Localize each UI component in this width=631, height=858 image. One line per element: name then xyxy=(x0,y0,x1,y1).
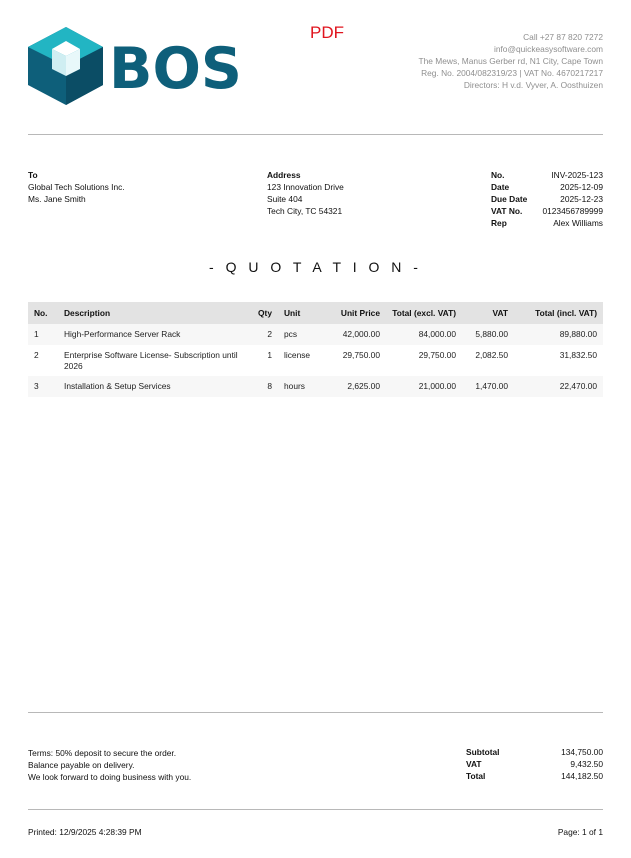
cell-no: 2 xyxy=(34,350,39,360)
cell-vat: 2,082.50 xyxy=(475,350,508,360)
table-header-row xyxy=(28,302,603,324)
cell-qty: 8 xyxy=(250,376,278,397)
totals-label: Total xyxy=(466,771,486,781)
cell-no: 1 xyxy=(28,324,58,345)
address-block xyxy=(267,169,344,217)
meta-label: No. xyxy=(491,170,505,180)
totals-value: 134,750.00 xyxy=(561,747,603,757)
page-number: Page: 1 of 1 xyxy=(557,827,603,837)
table-row xyxy=(28,376,603,397)
meta-value: 2025-12-09 xyxy=(560,182,603,192)
cell-total-excl: 29,750.00 xyxy=(418,350,456,360)
cell-no: 3 xyxy=(28,376,58,397)
col-vat: VAT xyxy=(462,302,514,324)
company-details xyxy=(419,31,603,91)
col-unit-price: Unit Price xyxy=(324,302,386,324)
terms-line: Terms: 50% deposit to secure the order. xyxy=(28,748,177,758)
table-row xyxy=(28,324,603,345)
cell-unit: hours xyxy=(278,376,324,397)
cell-unit-price: 29,750.00 xyxy=(342,350,380,360)
address-line-3: Tech City, TC 54321 xyxy=(267,206,343,216)
line-items-table xyxy=(28,302,603,397)
cell-total-incl: 31,832.50 xyxy=(559,350,597,360)
totals-row-subtotal xyxy=(466,746,603,758)
meta-row-date xyxy=(491,181,603,193)
totals-row-total xyxy=(466,770,603,782)
company-registration: Reg. No. 2004/082319/23 | VAT No. 4670217217 xyxy=(421,68,603,79)
meta-label: Rep xyxy=(491,218,507,228)
meta-label: VAT No. xyxy=(491,206,523,216)
recipient-heading: To xyxy=(28,170,38,180)
company-directors: Directors: H v.d. Vyver, A. Oosthuizen xyxy=(463,80,603,91)
totals-label: VAT xyxy=(466,759,482,769)
col-total-incl: Total (incl. VAT) xyxy=(514,302,603,324)
meta-row-rep xyxy=(491,217,603,229)
logo-cube-icon xyxy=(27,26,242,106)
meta-row-vat-no xyxy=(491,205,603,217)
address-line-1: 123 Innovation Drive xyxy=(267,182,344,192)
totals-label: Subtotal xyxy=(466,747,500,757)
logo-wordmark: BOS xyxy=(109,36,242,102)
company-phone: Call +27 87 820 7272 xyxy=(523,32,603,42)
table-row xyxy=(28,345,603,376)
meta-value: INV-2025-123 xyxy=(551,170,603,180)
cell-description: Enterprise Software License- Subscription until 2026 xyxy=(64,350,238,371)
meta-label: Due Date xyxy=(491,194,528,204)
address-line-2: Suite 404 xyxy=(267,194,303,204)
cell-description: High-Performance Server Rack xyxy=(58,324,250,345)
cell-unit-price: 2,625.00 xyxy=(324,376,386,397)
cell-vat: 5,880.00 xyxy=(462,324,514,345)
meta-value: Alex Williams xyxy=(553,218,603,228)
cell-unit: license xyxy=(284,350,311,360)
meta-value: 0123456789999 xyxy=(542,206,603,216)
totals-row-vat xyxy=(466,758,603,770)
company-email: info@quickeasysoftware.com xyxy=(493,44,603,55)
meta-row-due-date xyxy=(491,193,603,205)
address-heading: Address xyxy=(267,170,301,180)
cell-description: Installation & Setup Services xyxy=(58,376,250,397)
recipient-company: Global Tech Solutions Inc. xyxy=(28,182,125,192)
recipient-block xyxy=(28,169,125,205)
cell-unit: pcs xyxy=(278,324,324,345)
cell-total-excl: 21,000.00 xyxy=(386,376,462,397)
cell-total-incl: 22,470.00 xyxy=(514,376,603,397)
meta-value: 2025-12-23 xyxy=(560,194,603,204)
company-logo xyxy=(27,26,242,106)
cell-total-incl: 89,880.00 xyxy=(514,324,603,345)
totals-value: 144,182.50 xyxy=(561,771,603,781)
company-address: The Mews, Manus Gerber rd, N1 City, Cape Town xyxy=(418,56,603,67)
footer-divider xyxy=(28,809,603,810)
terms-block xyxy=(28,747,191,783)
totals-value: 9,432.50 xyxy=(570,759,603,769)
col-qty: Qty xyxy=(250,302,278,324)
totals-table xyxy=(466,746,603,782)
summary-divider xyxy=(28,712,603,713)
terms-line: We look forward to doing business with you. xyxy=(28,772,192,782)
pdf-link[interactable]: PDF xyxy=(310,23,344,42)
col-description: Description xyxy=(58,302,250,324)
cell-total-excl: 84,000.00 xyxy=(386,324,462,345)
document-meta xyxy=(491,169,603,229)
col-unit: Unit xyxy=(278,302,324,324)
meta-label: Date xyxy=(491,182,510,192)
col-total-excl: Total (excl. VAT) xyxy=(386,302,462,324)
terms-line: Balance payable on delivery. xyxy=(28,760,135,770)
document-title: - Q U O T A T I O N - xyxy=(209,259,422,275)
col-no: No. xyxy=(28,302,58,324)
meta-row-number xyxy=(491,169,603,181)
cell-unit-price: 42,000.00 xyxy=(324,324,386,345)
recipient-contact: Ms. Jane Smith xyxy=(28,194,86,204)
printed-timestamp: Printed: 12/9/2025 4:28:39 PM xyxy=(28,827,142,837)
cell-qty: 2 xyxy=(250,324,278,345)
header-divider xyxy=(28,134,603,135)
cell-vat: 1,470.00 xyxy=(462,376,514,397)
cell-qty: 1 xyxy=(267,350,272,360)
